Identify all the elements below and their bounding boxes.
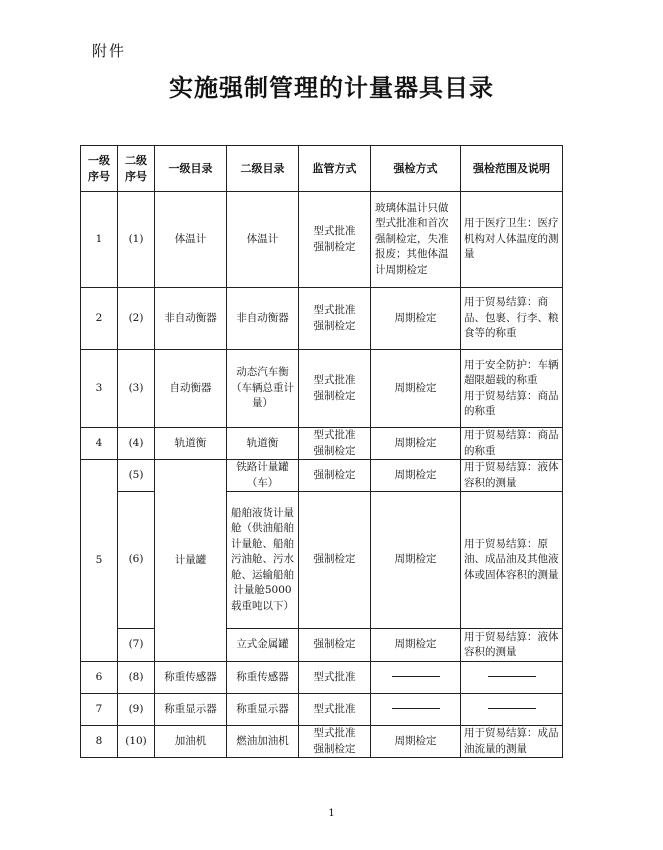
cell-l2-name: 燃油加油机	[227, 726, 299, 758]
cell-method: 周期检定	[371, 629, 461, 662]
cell-l2-name: 非自动衡器	[227, 288, 299, 350]
table-row	[81, 629, 563, 662]
table-row	[81, 662, 563, 694]
header-l2-no: 二级 序号	[118, 146, 155, 192]
cell-l1-no: 2	[81, 288, 118, 350]
cell-scope: 用于贸易结算：商品、包裹、行李、粮食等的称重	[461, 288, 563, 350]
cell-supervision: 型式批准 强制检定	[299, 192, 371, 288]
cell-l1-name: 称重传感器	[155, 662, 227, 694]
table-header-row	[81, 146, 563, 192]
cell-l2-no: (6)	[118, 492, 155, 629]
cell-l2-name: 船舶液货计量舱（供油船舶计量舱、船舶污油舱、污水舱、运输船舶计量舱5000载重吨以下）	[227, 492, 299, 629]
cell-l2-no: (7)	[118, 629, 155, 662]
table-row	[81, 350, 563, 428]
cell-scope: 用于贸易结算：液体容积的测量	[461, 629, 563, 662]
page-number: 1	[328, 808, 335, 819]
header-l1-name: 一级目录	[155, 146, 227, 192]
cell-supervision: 型式批准	[299, 662, 371, 694]
cell-supervision: 强制检定	[299, 629, 371, 662]
catalog-table	[80, 145, 563, 758]
cell-l1-name: 计量罐	[155, 460, 227, 662]
table-row	[81, 694, 563, 726]
cell-supervision: 型式批准 强制检定	[299, 726, 371, 758]
header-scope: 强检范围及说明	[461, 146, 563, 192]
cell-supervision: 型式批准 强制检定	[299, 428, 371, 460]
cell-scope: 用于安全防护：车辆超限超载的称重 用于贸易结算：商品的称重	[461, 350, 563, 428]
cell-l2-no: (10)	[118, 726, 155, 758]
table-row	[81, 492, 563, 629]
cell-supervision: 型式批准 强制检定	[299, 350, 371, 428]
cell-l1-name: 自动衡器	[155, 350, 227, 428]
cell-method-empty	[371, 662, 461, 694]
dash-line	[488, 676, 536, 677]
cell-method: 周期检定	[371, 288, 461, 350]
cell-scope: 用于贸易结算：液体容积的测量	[461, 460, 563, 492]
attachment-label: 附件	[92, 42, 127, 60]
cell-supervision: 强制检定	[299, 460, 371, 492]
cell-l1-name: 轨道衡	[155, 428, 227, 460]
cell-method: 周期检定	[371, 460, 461, 492]
cell-l1-name: 体温计	[155, 192, 227, 288]
header-supervision: 监管方式	[299, 146, 371, 192]
cell-l2-no: (4)	[118, 428, 155, 460]
table-row	[81, 428, 563, 460]
cell-l1-no: 3	[81, 350, 118, 428]
page-title: 实施强制管理的计量器具目录	[169, 74, 494, 102]
cell-method-empty	[371, 694, 461, 726]
dash-line	[392, 676, 440, 677]
cell-method: 周期检定	[371, 726, 461, 758]
cell-l2-no: (9)	[118, 694, 155, 726]
cell-l2-no: (5)	[118, 460, 155, 492]
cell-l1-name: 称重显示器	[155, 694, 227, 726]
cell-l2-no: (8)	[118, 662, 155, 694]
header-l1-no: 一级 序号	[81, 146, 118, 192]
cell-scope: 用于贸易结算：原油、成品油及其他液体或固体容积的测量	[461, 492, 563, 629]
cell-l2-name: 动态汽车衡（车辆总重计量）	[227, 350, 299, 428]
cell-l2-name: 立式金属罐	[227, 629, 299, 662]
cell-l2-no: (3)	[118, 350, 155, 428]
dash-line	[392, 708, 440, 709]
cell-scope-empty	[461, 662, 563, 694]
cell-l2-name: 铁路计量罐（车）	[227, 460, 299, 492]
cell-scope: 用于医疗卫生：医疗机构对人体温度的测量	[461, 192, 563, 288]
cell-method: 玻璃体温计只做型式批准和首次强制检定，失准报废；其他体温计周期检定	[371, 192, 461, 288]
cell-supervision: 型式批准	[299, 694, 371, 726]
cell-scope-empty	[461, 694, 563, 726]
cell-l2-name: 轨道衡	[227, 428, 299, 460]
cell-l1-no: 1	[81, 192, 118, 288]
cell-l1-no: 7	[81, 694, 118, 726]
cell-l2-no: (2)	[118, 288, 155, 350]
table-row	[81, 192, 563, 288]
cell-l2-name: 称重传感器	[227, 662, 299, 694]
table-row	[81, 288, 563, 350]
cell-l1-no: 6	[81, 662, 118, 694]
table-row	[81, 726, 563, 758]
cell-scope: 用于贸易结算：成品油流量的测量	[461, 726, 563, 758]
cell-method: 周期检定	[371, 492, 461, 629]
cell-l2-name: 体温计	[227, 192, 299, 288]
cell-supervision: 型式批准 强制检定	[299, 288, 371, 350]
header-l2-name: 二级目录	[227, 146, 299, 192]
cell-l1-name: 非自动衡器	[155, 288, 227, 350]
cell-method: 周期检定	[371, 428, 461, 460]
cell-l1-no: 4	[81, 428, 118, 460]
dash-line	[488, 708, 536, 709]
cell-l1-no: 5	[81, 460, 118, 662]
table-row	[81, 460, 563, 492]
header-method: 强检方式	[371, 146, 461, 192]
cell-scope: 用于贸易结算：商品的称重	[461, 428, 563, 460]
cell-supervision: 强制检定	[299, 492, 371, 629]
cell-l2-name: 称重显示器	[227, 694, 299, 726]
cell-l2-no: (1)	[118, 192, 155, 288]
cell-l1-no: 8	[81, 726, 118, 758]
cell-method: 周期检定	[371, 350, 461, 428]
cell-l1-name: 加油机	[155, 726, 227, 758]
